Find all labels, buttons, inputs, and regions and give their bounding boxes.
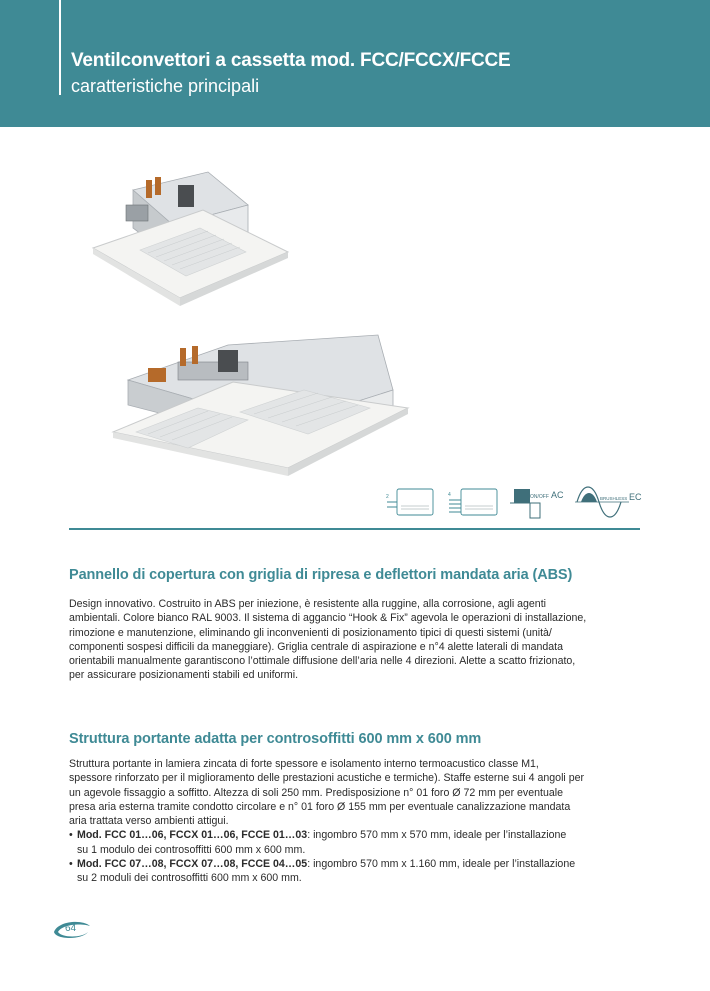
model-description: : ingombro 570 mm x 570 mm, ideale per l’installazione	[307, 829, 567, 842]
two-pipe-label: 2	[386, 494, 389, 500]
list-item: • Mod. FCC 01…06, FCCX 01…06, FCCE 01…03: ingombro 570 mm x 570 mm, ideale per l’installazione	[69, 829, 567, 842]
header-divider	[59, 0, 61, 95]
page-header	[0, 0, 710, 127]
ec-label: EC	[629, 492, 642, 502]
cassette-unit-small-image	[88, 150, 298, 310]
ac-label: AC	[551, 490, 564, 500]
page-number: 64	[65, 923, 77, 934]
section-divider	[69, 528, 640, 530]
paragraph-line: Struttura portante in lamiera zincata di forte spessore e isolamento interno termoacustico classe M1,	[69, 758, 539, 770]
page-subtitle: caratteristiche principali	[71, 76, 260, 96]
on-off-label: ON/OFF	[530, 494, 549, 500]
list-item: • Mod. FCC 07…08, FCCX 07…08, FCCE 04…05: ingombro 570 mm x 1.160 mm, ideale per l’installazione	[69, 858, 576, 871]
model-range: Mod. FCC 01…06, FCCX 01…06, FCCE 01…03	[77, 829, 308, 842]
model-range: Mod. FCC 07…08, FCCX 07…08, FCCE 04…05	[77, 858, 308, 871]
section-body-panel	[69, 597, 641, 683]
page-number-badge	[52, 918, 92, 940]
paragraph-line: rimozione e manutenzione, eliminando gli inconvenienti di posizionamento tipici di questi sistemi (unità/	[69, 626, 552, 639]
brushless-label: BRUSHLESS	[600, 496, 628, 501]
list-item-continuation: su 1 modulo dei controsoffitti 600 mm x 600 mm.	[77, 843, 306, 856]
list-item-continuation: su 2 moduli dei controsoffitti 600 mm x 600 mm.	[77, 872, 302, 885]
brushless-ec-icon	[575, 484, 643, 520]
page-title: Ventilconvettori a cassetta mod. FCC/FCCX/FCCE	[71, 50, 511, 71]
cassette-unit-large-image	[108, 310, 413, 480]
paragraph-line: Design innovativo. Costruito in ABS per iniezione, è resistente alla ruggine, alla corrosione, agli agenti	[69, 598, 546, 610]
paragraph-line: orientabili manualmente garantiscono l’ottimale diffusione dell’aria nelle 4 direzioni. Alette a scatto frizionato,	[69, 655, 576, 668]
two-pipe-icon	[385, 486, 435, 518]
paragraph-line: spessore rinforzato per il miglioramento delle prestazioni acustiche e termiche). Staffe esterne sui 4 angoli per	[69, 772, 585, 785]
model-description: : ingombro 570 mm x 1.160 mm, ideale per l’installazione	[307, 858, 576, 871]
paragraph-line: per assicurare posizionamenti stabili ed uniformi.	[69, 669, 299, 682]
four-pipe-label: 4	[448, 492, 451, 498]
paragraph-line: componenti sospesi difficili da maneggiare). Griglia centrale di aspirazione e n°4 alette laterali di mandata	[69, 640, 563, 653]
section-title-structure: Struttura portante adatta per controsoffitti 600 mm x 600 mm	[69, 731, 482, 747]
four-pipe-icon	[447, 486, 499, 518]
paragraph-line: presa aria esterna tramite condotto circolare e n° 01 foro Ø 155 mm per eventuale canalizzazione mandata	[69, 800, 571, 813]
paragraph-line: ambientali. Colore bianco RAL 9003. Il sistema di aggancio “Hook & Fix” agevola le operazioni di installazione,	[69, 612, 587, 625]
on-off-ac-icon	[510, 486, 570, 520]
section-body-structure	[69, 757, 641, 886]
paragraph-line: aria trattata verso ambienti attigui.	[69, 815, 229, 828]
section-title-panel: Pannello di copertura con griglia di ripresa e deflettori mandata aria (ABS)	[69, 567, 573, 583]
paragraph-line: un agevole fissaggio a soffitto. Altezza di soli 250 mm. Predisposizione n° 01 foro Ø 72 mm per eventuale	[69, 786, 563, 799]
